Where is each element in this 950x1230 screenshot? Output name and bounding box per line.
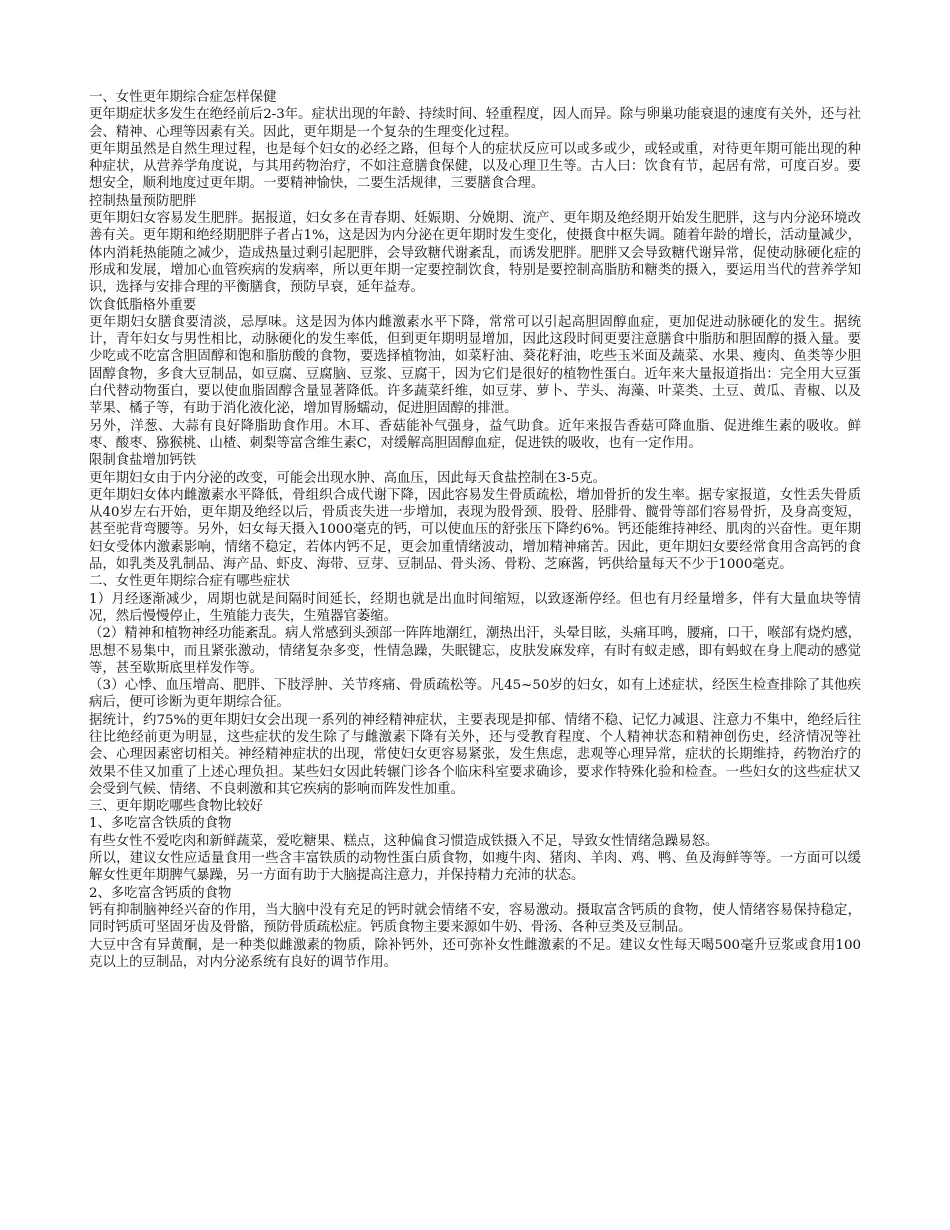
section-heading: 三、更年期吃哪些食物比较好 <box>89 799 264 815</box>
paragraph: 1）月经逐渐减少，周期也就是间隔时间延长，经期也就是出血时间缩短，以致逐渐停经。但也有月经量增多，伴有大量血块等情况，然后慢慢停止，生殖能力丧失，生殖器官萎缩。 <box>89 591 861 624</box>
paragraph: 更年期妇女由于内分泌的改变，可能会出现水肿、高血压，因此每天食盐控制在3-5克。 <box>89 470 607 486</box>
paragraph: 更年期妇女体内雌激素水平降低，骨组织合成代谢下降，因此容易发生骨质疏松，增加骨折的发生率。据专家报道，女性丢失骨质从40岁左右开始，更年期及绝经以后，骨质丧失进一步增加，表现为股骨颈、股骨、胫腓骨、髋骨等部们容易骨折，及身高变短，甚至驼背弯腰等。另外，妇女每天摄入1000毫克的钙，可以使血压的舒张压下降约6%。钙还能维持神经、肌肉的兴奋性。更年期妇女受体内激素影响，情绪不稳定，若体内钙不足，更会加重情绪波动，增加精神痛苦。因此，更年期妇女要经常食用含高钙的食品，如乳类及乳制品、海产品、虾皮、海带、豆芽、豆制品、骨头汤、骨粉、芝麻酱，钙供给量每天不少于1000毫克。 <box>89 487 861 573</box>
document-body <box>89 89 861 971</box>
paragraph: 据统计，约75%的更年期妇女会出现一系列的神经精神症状，主要表现是抑郁、情绪不稳、记忆力减退、注意力不集中，绝经后往往比绝经前更为明显，这些症状的发生除了与雌激素下降有关外，还与受教育程度、个人精神状态和精神创伤史，经济情况等社会、心理因素密切相关。神经精神症状的出现，常使妇女更容易紧张，发生焦虑，悲观等心理异常，症状的长期维持，药物治疗的效果不佳又加重了上述心理负担。某些妇女因此转辗门诊各个临床科室要求确诊，要求作特殊化验和检查。一些妇女的这些症状又会受到气候、情绪、不良刺激和其它疾病的影响而阵发性加重。 <box>89 712 861 797</box>
paragraph: 另外，洋葱、大蒜有良好降脂助食作用。木耳、香菇能补气强身，益气助食。近年来报告香菇可降血脂、促进维生素的吸收。鲜枣、酸枣、猕猴桃、山楂、刺梨等富含维生素C，对缓解高胆固醇血症，促进铁的吸收，也有一定作用。 <box>89 418 861 451</box>
paragraph: 更年期症状多发生在绝经前后2-3年。症状出现的年龄、持续时间、轻重程度，因人而异。除与卵巢功能衰退的速度有关外，还与社会、精神、心理等因素有关。因此，更年期是一个复杂的生理变化过程。 <box>89 107 861 140</box>
paragraph: 有些女性不爱吃肉和新鲜蔬菜，爱吃糖果、糕点，这种偏食习惯造成铁摄入不足，导致女性情绪急躁易怒。 <box>89 833 719 849</box>
paragraph: （3）心悸、血压增高、肥胖、下肢浮肿、关节疼痛、骨质疏松等。凡45~50岁的妇女，如有上述症状，经医生检查排除了其他疾病后，便可诊断为更年期综合征。 <box>89 678 861 711</box>
paragraph: 更年期妇女容易发生肥胖。据报道，妇女多在青春期、妊娠期、分娩期、流产、更年期及绝经期开始发生肥胖，这与内分泌环境改善有关。更年期和绝经期肥胖子者占1%，这是因为内分泌在更年期时发生变化，使摄食中枢失调。随着年龄的增长，活动量减少，体内消耗热能随之减少，造成热量过剩引起肥胖，会导致糖代谢紊乱，而诱发肥胖。肥胖又会导致糖代谢异常，促使动脉硬化症的形成和发展，增加心血管疾病的发病率，所以更年期一定要控制饮食，特别是要控制高脂肪和糖类的摄入，要运用当代的营养学知识，选择与安排合理的平衡膳食，预防早衰，延年益寿。 <box>89 211 861 296</box>
section-heading: 二、女性更年期综合症有哪些症状 <box>89 574 290 590</box>
subheading: 1、多吃富含铁质的食物 <box>89 816 232 832</box>
paragraph: 大豆中含有异黄酮，是一种类似雌激素的物质，除补钙外，还可弥补女性雌激素的不足。建议女性每天喝500毫升豆浆或食用100克以上的豆制品，对内分泌系统有良好的调节作用。 <box>89 937 861 970</box>
subheading: 限制食盐增加钙铁 <box>89 453 197 469</box>
subheading: 控制热量预防肥胖 <box>89 193 197 209</box>
paragraph: （2）精神和植物神经功能紊乱。病人常感到头颈部一阵阵地潮红，潮热出汗，头晕目眩，头痛耳鸣，腰痛，口干，喉部有烧灼感，思想不易集中，而且紧张激动，情绪复杂多变，性情急躁，失眠键忘，皮肤发麻发痒，有时有蚁走感，即有蚂蚁在身上爬动的感觉等，甚至歇斯底里样发作等。 <box>89 626 861 676</box>
paragraph: 所以，建议女性应适量食用一些含丰富铁质的动物性蛋白质食物，如瘦牛肉、猪肉、羊肉、鸡、鸭、鱼及海鲜等等。一方面可以缓解女性更年期脾气暴躁，另一方面有助于大脑提高注意力，并保持精力充沛的状态。 <box>89 851 861 884</box>
subheading: 2、多吃富含钙质的食物 <box>89 885 232 901</box>
paragraph: 更年期虽然是自然生理过程，也是每个妇女的必经之路，但每个人的症状反应可以或多或少，或轻或重，对待更年期可能出现的种种症状，从营养学角度说，与其用药物治疗，不如注意膳食保健，以及心理卫生等。古人曰：饮食有节，起居有常，可度百岁。要想安全，顺利地度过更年期。一要精神愉快，二要生活规律，三要膳食合理。 <box>89 141 861 192</box>
subheading: 饮食低脂格外重要 <box>89 297 197 313</box>
section-heading: 一、女性更年期综合症怎样保健 <box>89 90 277 105</box>
paragraph: 钙有抑制脑神经兴奋的作用，当大脑中没有充足的钙时就会情绪不安，容易激动。摄取富含钙质的食物，使人情绪容易保持稳定，同时钙质可坚固牙齿及骨骼，预防骨质疏松症。钙质食物主要来源如牛奶、骨汤、各种豆类及豆制品。 <box>89 902 861 936</box>
paragraph: 更年期妇女膳食要清淡，忌厚味。这是因为体内雌激素水平下降，常常可以引起高胆固醇血症，更加促进动脉硬化的发生。据统计，青年妇女与男性相比，动脉硬化的发生率低，但到更年期明显增加，因此这段时间更要注意膳食中脂肪和胆固醇的摄入量。要少吃或不吃富含胆固醇和饱和脂肪酸的食物，要选择植物油，如菜籽油、葵花籽油，吃些玉米面及蔬菜、水果、瘦肉、鱼类等少胆固醇食物，多食大豆制品，如豆腐、豆腐脑、豆浆、豆腐干，因为它们是很好的植物性蛋白。近年来大量报道指出：完全用大豆蛋白代替动物蛋白，要以使血脂固醇含量显著降低。许多蔬菜纤维，如豆芽、萝卜、芋头、海藻、叶菜类、土豆、黄瓜、青椒、以及苹果、橘子等，有助于消化液化泌，增加胃肠蠕动，促进胆固醇的排泄。 <box>89 314 861 417</box>
